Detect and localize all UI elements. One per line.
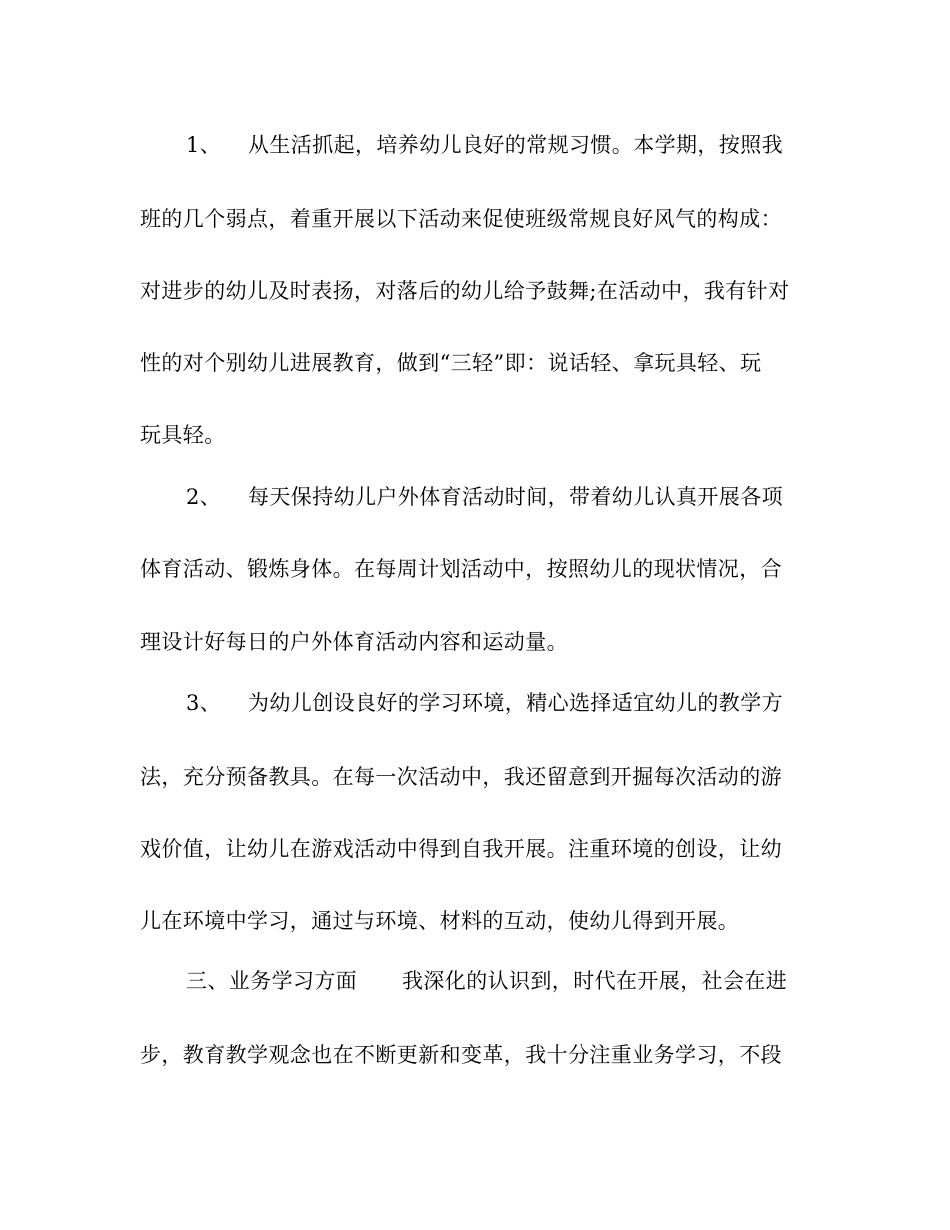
item-3-text-line-1: 为幼儿创设良好的学习环境，精心选择适宜幼儿的教学方: [248, 691, 783, 715]
item-1-text-line-3: 对进步的幼儿及时表扬，对落后的幼儿给予鼓舞;在活动中，我有针对: [140, 279, 790, 303]
section-heading: 三、业务学习方面: [186, 969, 358, 993]
item-3-first-line: [186, 689, 783, 717]
item-1-first-line: [186, 131, 783, 159]
section-text-line-1: 我深化的认识到，时代在开展，社会在进: [402, 969, 788, 993]
item-2-text-line-2: 体育活动、锻炼身体。在每周计划活动中，按照幼儿的现状情况，合: [140, 557, 782, 581]
item-2-marker: 2、: [186, 485, 222, 509]
item-2-text-line-1: 每天保持幼儿户外体育活动时间，带着幼儿认真开展各项: [248, 485, 783, 509]
item-3-text-line-4: 儿在环境中学习，通过与环境、材料的互动，使幼儿得到开展。: [140, 909, 740, 933]
item-3-text-line-2: 法，充分预备教具。在每一次活动中，我还留意到开掘每次活动的游: [140, 765, 782, 789]
section-text-line-2: 步，教育教学观念也在不断更新和变革，我十分注重业务学习，不段: [140, 1043, 782, 1067]
section-first-line: [186, 967, 787, 995]
item-1-text-line-5: 玩具轻。: [140, 423, 226, 447]
item-2-first-line: [186, 483, 783, 511]
item-2-text-line-3: 理设计好每日的户外体育活动内容和运动量。: [140, 630, 568, 654]
item-1-text-line-2: 班的几个弱点，着重开展以下活动来促使班级常规良好风气的构成：: [140, 207, 782, 231]
item-1-text-line-1: 从生活抓起，培养幼儿良好的常规习惯。本学期，按照我: [248, 133, 783, 157]
item-1-text-line-4: 性的对个别幼儿进展教育，做到“三轻”即：说话轻、拿玩具轻、玩: [140, 351, 762, 375]
item-3-marker: 3、: [186, 691, 222, 715]
item-3-text-line-3: 戏价值，让幼儿在游戏活动中得到自我开展。注重环境的创设，让幼: [140, 837, 782, 861]
item-1-marker: 1、: [186, 133, 222, 157]
